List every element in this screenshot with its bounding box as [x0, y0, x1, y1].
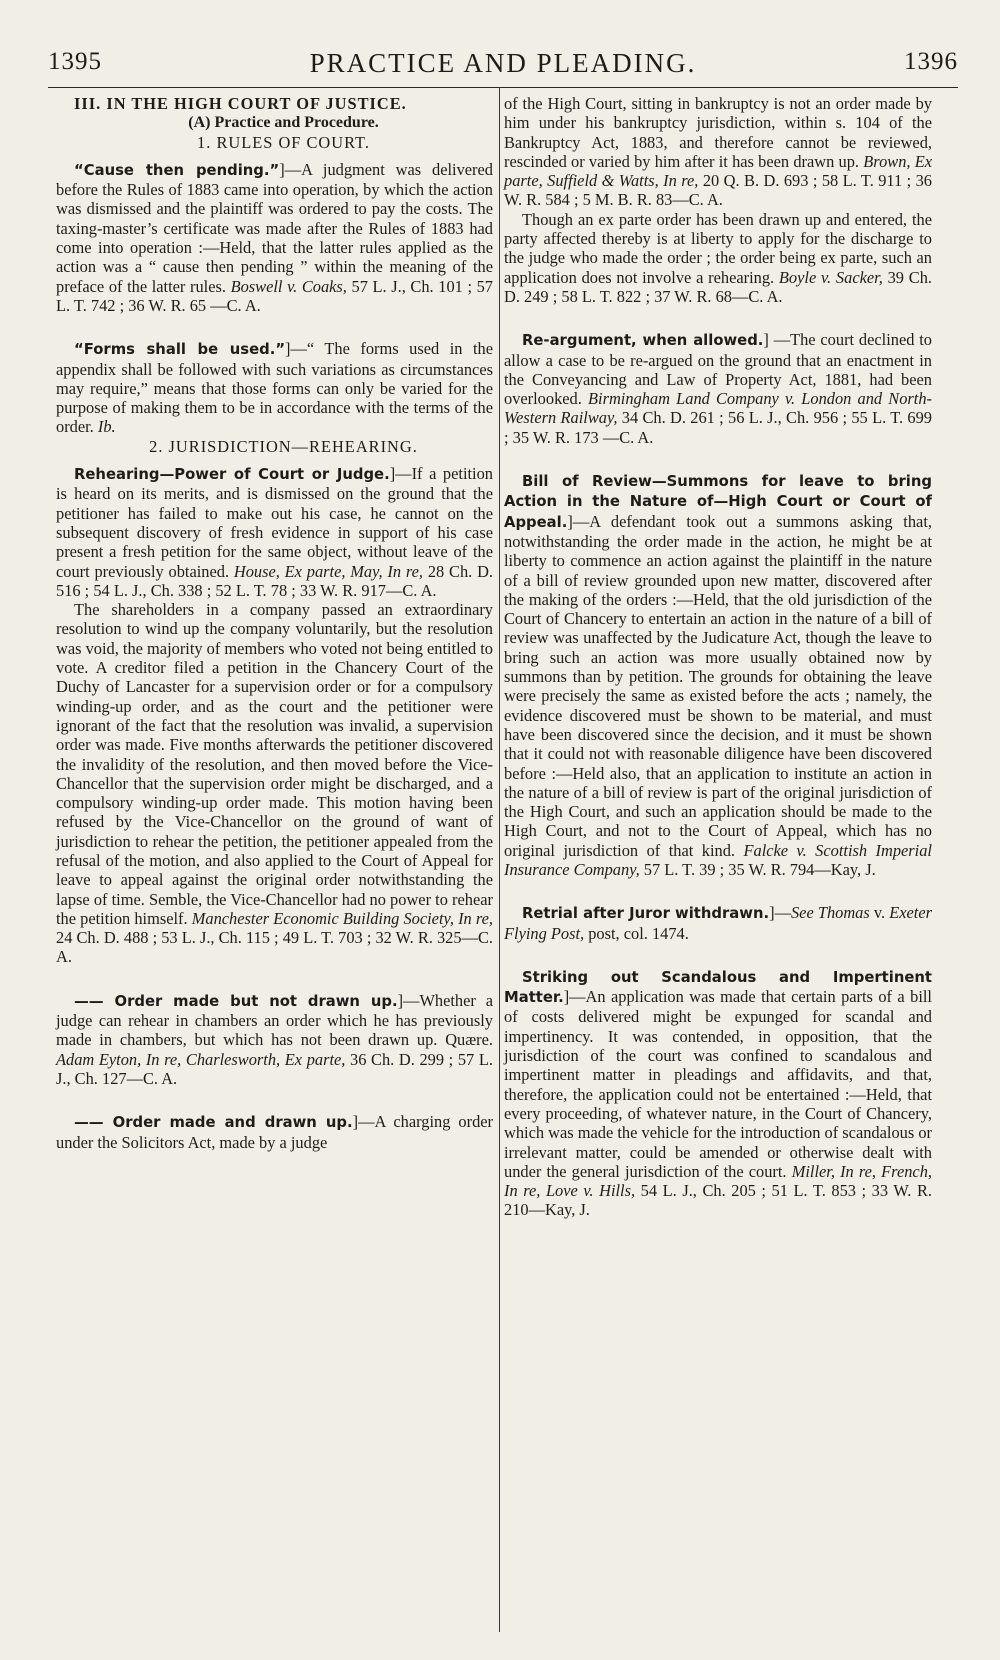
citation: 24 Ch. D. 488 ; 53 L. J., Ch. 115 ; 49 L. T. 703 ; 32 W. R. 325—C. A.	[56, 928, 493, 967]
entry-text: ]—	[769, 903, 791, 923]
citation: post, col. 1474.	[584, 923, 689, 943]
case-name: Falcke v. Scottish Imperial Insurance Company,	[504, 840, 932, 879]
citation: 54 L. J., Ch. 205 ; 51 L. T. 853 ; 33 W. R. 210—Kay, J.	[504, 1181, 932, 1220]
entry-continued	[504, 94, 932, 210]
entry-text: The shareholders in a company passed an extraordinary resolution to wind up the company voluntarily, but the resolution was void, the majority of members who voted not being entitled to vote. A creditor filed a petition in the Chancery Court of the Duchy of Lancaster for a supervision order or for a compulsory winding-up order, and as the court and the petitioner were ignorant of the fact that the resolution was invalid, a supervision order was made. Five months afterwards the petitioner discovered the invalidity of the resolution, and then moved before the Vice-Chancellor that the supervision order might be discharged, and a compulsory winding-up order made. This motion having been refused by the Vice-Chancellor on the ground of want of jurisdiction to rehear the petition, the petitioner appealed from the refusal of the motion, and also applied to the Court of Appeal for leave to appeal against the original order notwithstanding the lapse of time. Semble, the Vice-Chancellor had no power to rehear the petition himself.	[56, 600, 494, 928]
case-name: Exeter Flying Post,	[504, 903, 932, 943]
case-name: Miller, In re, French, In re, Love v. Hills,	[504, 1161, 932, 1201]
case-name: Birmingham Land Company v. London and North-Western Railway,	[504, 389, 932, 428]
entry-text: ]—An application was made that certain parts of a bill of costs delivered might be expunged for scandal and impertinency. It was contended, in opposition, that the jurisdiction of the court was confined to scandalous and impertinent matter in pleadings and affidavits, and that, therefore, the application could not be entertained :—Held, that every proceeding, of whatever nature, in the Court of Chancery, which was made the vehicle for the introduction of scandalous or irrelevant matter, could be amended or otherwise dealt with under the general jurisdiction of the court.	[504, 987, 932, 1181]
entry-key: “Forms shall be used.”	[74, 341, 286, 359]
left-column	[56, 94, 493, 1152]
entry-rehearing-power	[56, 464, 493, 600]
entry-re-argument	[504, 330, 932, 447]
case-name: Boswell v. Coaks,	[230, 276, 347, 296]
see-reference: See Thomas	[790, 903, 870, 923]
entry-cause-then-pending	[56, 160, 493, 315]
case-name: Adam Eyton, In re, Charlesworth, Ex parte,	[56, 1049, 346, 1069]
right-column	[504, 94, 932, 1220]
citation: 57 L. J., Ch. 101 ; 57 L. T. 742 ; 36 W. R. 65 —C. A.	[56, 276, 493, 315]
entry-key: Retrial after Juror withdrawn.	[522, 905, 770, 923]
entry-key: Striking out Scandalous and Impertinent Matter.	[504, 968, 932, 1007]
entry-ex-parte-order	[504, 210, 932, 306]
entry-striking-out	[504, 967, 932, 1220]
entry-key: Rehearing—Power of Court or Judge.	[74, 466, 390, 484]
entry-key: —— Order made but not drawn up.	[74, 992, 398, 1010]
entry-retrial	[504, 903, 932, 943]
heading-jurisdiction-rehearing: 2. JURISDICTION—REHEARING.	[149, 436, 418, 456]
entry-key: “Cause then pending.”	[74, 161, 280, 179]
entry-order-not-drawn-up	[56, 991, 493, 1088]
page-title: PRACTICE AND PLEADING.	[309, 48, 697, 78]
case-name: Brown, Ex parte, Suffield & Watts, In re,	[504, 151, 933, 191]
entry-key: —— Order made and drawn up.	[74, 1114, 353, 1132]
citation: 20 Q. B. D. 693 ; 58 L. T. 911 ; 36 W. R. 584 ; 5 M. B. R. 83—C. A.	[504, 171, 933, 210]
entry-text: of the High Court, sitting in bankruptcy is not an order made by him under his bankruptcy jurisdiction, within s. 104 of the Bankruptcy Act, 1883, and therefore cannot be reviewed, rescinded or varied by him after it has been drawn up.	[504, 94, 932, 171]
column-number-left: 1395	[48, 48, 102, 75]
versus: v.	[869, 903, 890, 923]
case-name: House, Ex parte, May, In re,	[233, 561, 424, 581]
entry-bill-of-review	[504, 471, 932, 879]
entry-order-drawn-up	[56, 1112, 493, 1152]
citation: 39 Ch. D. 249 ; 58 L. T. 822 ; 37 W. R. 68—C. A.	[504, 267, 932, 306]
entry-text: ] —The court declined to allow a case to be re-argued on the ground that an enactment in the Conveyancing and Law of Property Act, 1881, had been overlooked.	[504, 330, 933, 409]
entry-key: Re-argument, when allowed.	[522, 332, 764, 350]
entry-forms-shall-be-used	[56, 339, 493, 436]
entry-shareholders	[56, 600, 493, 967]
citation: 36 Ch. D. 299 ; 57 L. J., Ch. 127—C. A.	[56, 1049, 493, 1088]
entry-text: ]—“ The forms used in the appendix shall be followed with such variations as circumstances may require,” means that those forms can only be varied for the purpose of making them to be in accordance with the terms of the order.	[56, 339, 493, 437]
case-name: Ib.	[97, 417, 116, 437]
subsection-heading: (A) Practice and Procedure.	[188, 114, 379, 132]
section-heading: III. IN THE HIGH COURT OF JUSTICE.	[74, 94, 407, 113]
entry-text: Though an ex parte order has been drawn up and entered, the party affected thereby is at liberty to apply for the discharge to the judge who made the order ; the order being ex parte, such an application does not involve a rehearing.	[504, 209, 932, 287]
entry-text: ]—Whether a judge can rehear in chambers an order which he has previously made in chambers, but which has not been drawn up. Quære.	[56, 990, 493, 1050]
entry-text: ]—A charging order under the Solicitors Act, made by a judge	[56, 1112, 494, 1152]
citation: 57 L. T. 39 ; 35 W. R. 794—Kay, J.	[639, 859, 876, 879]
citation: 28 Ch. D. 516 ; 54 L. J., Ch. 338 ; 52 L. T. 78 ; 33 W. R. 917—C. A.	[56, 561, 494, 600]
column-number-right: 1396	[904, 48, 958, 75]
header-rule	[48, 87, 958, 88]
running-head	[48, 48, 958, 84]
entry-text: ]—If a petition is heard on its merits, and is dismissed on the ground that the petitioner has failed to make out his case, he cannot on the subsequent discovery of fresh evidence in support of his case present a fresh petition for the same object, without leave of the court previously obtained.	[56, 464, 493, 581]
heading-rules-of-court: 1. RULES OF COURT.	[197, 132, 370, 152]
case-name: Boyle v. Sacker,	[778, 267, 883, 287]
column-divider	[499, 87, 500, 1632]
entry-text: ]—A defendant took out a summons asking that, notwithstanding the order made in the action, he might be at liberty to commence an action against the plaintiff in the nature of a bill of review grounded upon new matter, discovered after the making of the orders :—Held, that the old jurisdiction of the Court of Chancery to entertain an action in the nature of a bill of review was unaffected by the Judicature Act, though the leave to bring such an action was more usually obtained now by summons than by petition. The grounds for obtaining the leave were precisely the same as existed before the acts ; namely, the evidence discovered must be shown to be material, and must have been discovered since the decision, and it must be shown that it could not with reasonable diligence have been discovered before :—Held also, that an application to institute an action in the nature of a bill of review is part of the original jurisdiction of the High Court, and such an application should be made to the High Court, and not to the Court of Appeal, which has no original jurisdiction of that kind.	[504, 511, 932, 860]
case-name: Manchester Economic Building Society, In re,	[191, 908, 494, 928]
entry-text: ]—A judgment was delivered before the Rules of 1883 came into operation, by which the action was dismissed and the plaintiff was ordered to pay the costs. The taxing-master’s certificate was made after the Rules of 1883 had come into operation :—Held, that the latter rules applied as the action was a “ cause then pending ” within the meaning of the preface of the latter rules.	[56, 159, 493, 296]
entry-key: Bill of Review—Summons for leave to bring Action in the Nature of—High Court or Court of Appeal.	[504, 473, 932, 531]
citation: 34 Ch. D. 261 ; 56 L. J., Ch. 956 ; 55 L. T. 699 ; 35 W. R. 173 —C. A.	[504, 408, 932, 447]
